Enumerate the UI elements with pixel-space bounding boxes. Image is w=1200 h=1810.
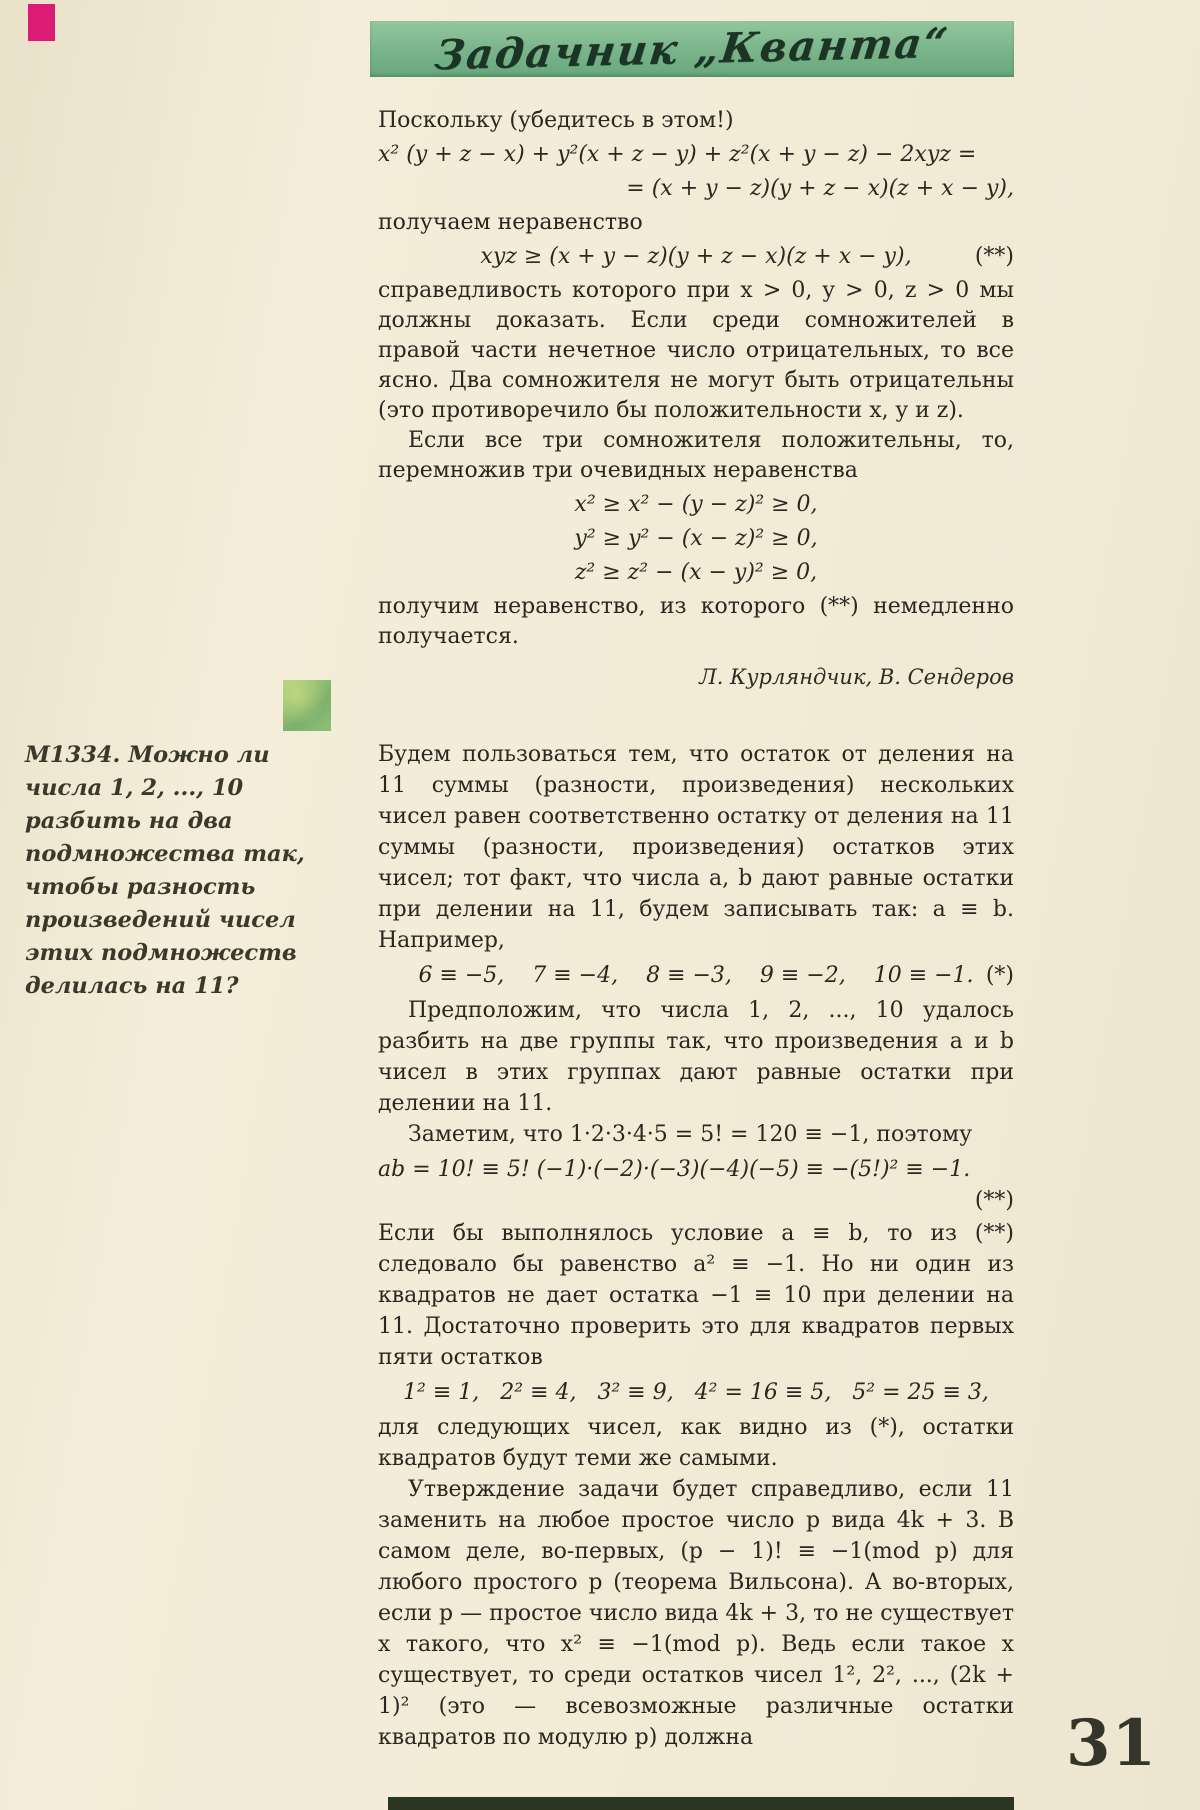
equation-tag-star: (*) [985,963,1014,988]
solution-top-column [378,106,1014,692]
bottom-strip [388,1797,1014,1810]
formula-square-inequality-1: x² ≥ x² − (y − z)² ≥ 0, [574,492,818,517]
problem-text: Можно ли числа 1, 2, ..., 10 разбить на два подмножества так, чтобы разность произведений чисел этих подмножеств делилась на 11? [25,742,305,999]
formula-identity-line1: x² (y + z − x) + y²(x + z − y) + z²(x + y − z) − 2xyz = [378,142,977,167]
formula-square-inequality-3: z² ≥ z² − (x − y)² ≥ 0, [574,560,818,585]
formula-square-inequality-2: y² ≥ y² − (x − z)² ≥ 0, [574,526,818,551]
equation-tag-double-star: (**) [974,1188,1014,1213]
green-square-ornament [283,680,331,731]
formula-residues: 6 ≡ −5, 7 ≡ −4, 8 ≡ −3, 9 ≡ −2, 10 ≡ −1. [418,963,974,988]
paragraph-5: для следующих чисел, как видно из (*), остатки квадратов будут теми же самыми. [378,1415,1014,1471]
page-number: 31 [1066,1706,1158,1781]
paragraph-4: Если бы выполнялось условие a ≡ b, то из (**) следовало бы равенство a² ≡ −1. Но ни один из квадратов не дает остатка −1 ≡ 10 при делении на 11. Достаточно проверить это для квадратов первых пяти остатков [378,1221,1014,1370]
equation-row [378,960,1014,991]
paragraph-get-inequality: получаем неравенство [378,210,643,235]
corner-mark [28,4,55,41]
paragraph-multiply: Если все три сомножителя положительны, то, перемножив три очевидных неравенства [378,428,1014,483]
paragraph-intro: Поскольку (убедитесь в этом!) [378,108,734,133]
paragraph-conclusion: получим неравенство, из которого (**) немедленно получается. [378,594,1014,649]
paragraph-3: Заметим, что 1·2·3·4·5 = 5! = 120 ≡ −1, поэтому [408,1122,973,1147]
section-title: Задачник „Кванта“ [432,18,952,80]
equation-tag-double-star: (**) [974,244,1014,269]
paragraph-1: Будем пользоваться тем, что остаток от деления на 11 суммы (разности, произведения) нескольких чисел равен соответственно остатку от деления на 11 суммы (разности, произведения) остатков этих чисел; тот факт, что числа a, b дают равные остатки при делении на 11, будем записывать так: a ≡ b. Например, [378,742,1014,953]
authors-line: Л. Курляндчик, В. Сендеров [699,665,1014,689]
problem-id: М1334. [25,742,121,768]
problem-statement [25,739,337,1003]
paragraph-6: Утверждение задачи будет справедливо, если 11 заменить на любое простое число p вида 4k + 3. В самом деле, во-первых, (p − 1)! ≡ −1(mod p) для любого простого p (теорема Вильсона). А во-вторых, если p — простое число вида 4k + 3, то не существует x такого, что x² ≡ −1(mod p). Ведь если такое x существует, то среди остатков чисел 1², 2², ..., (2k + 1)² (это — всевозможные различные остатки квадратов по модулю p) должна [378,1477,1014,1750]
paragraph-validity: справедливость которого при x > 0, y > 0, z > 0 мы должны доказать. Если среди сомножителей в правой части нечетное число отрицательных, то все ясно. Два сомножителя не могут быть отрицательны (это противоречило бы положительности x, y и z). [378,278,1014,423]
solution-bottom-column [378,739,1014,1753]
formula-identity-line2: = (x + y − z)(y + z − x)(z + x − y), [626,176,1014,201]
equation-row [378,242,1014,272]
formula-factorial: ab = 10! ≡ 5! (−1)·(−2)·(−3)(−4)(−5) ≡ −(5!)² ≡ −1. [378,1157,971,1182]
section-banner [370,18,1014,80]
formula-main-inequality: xyz ≥ (x + y − z)(y + z − x)(z + x − y), [480,244,912,269]
problem-margin-column [25,739,337,1003]
formula-squares: 1² ≡ 1, 2² ≡ 4, 3² ≡ 9, 4² = 16 ≡ 5, 5² = 25 ≡ 3, [403,1380,989,1405]
paragraph-2: Предположим, что числа 1, 2, ..., 10 удалось разбить на две группы так, что произведения a и b чисел в этих группах дают равные остатки при делении на 11. [378,998,1014,1116]
